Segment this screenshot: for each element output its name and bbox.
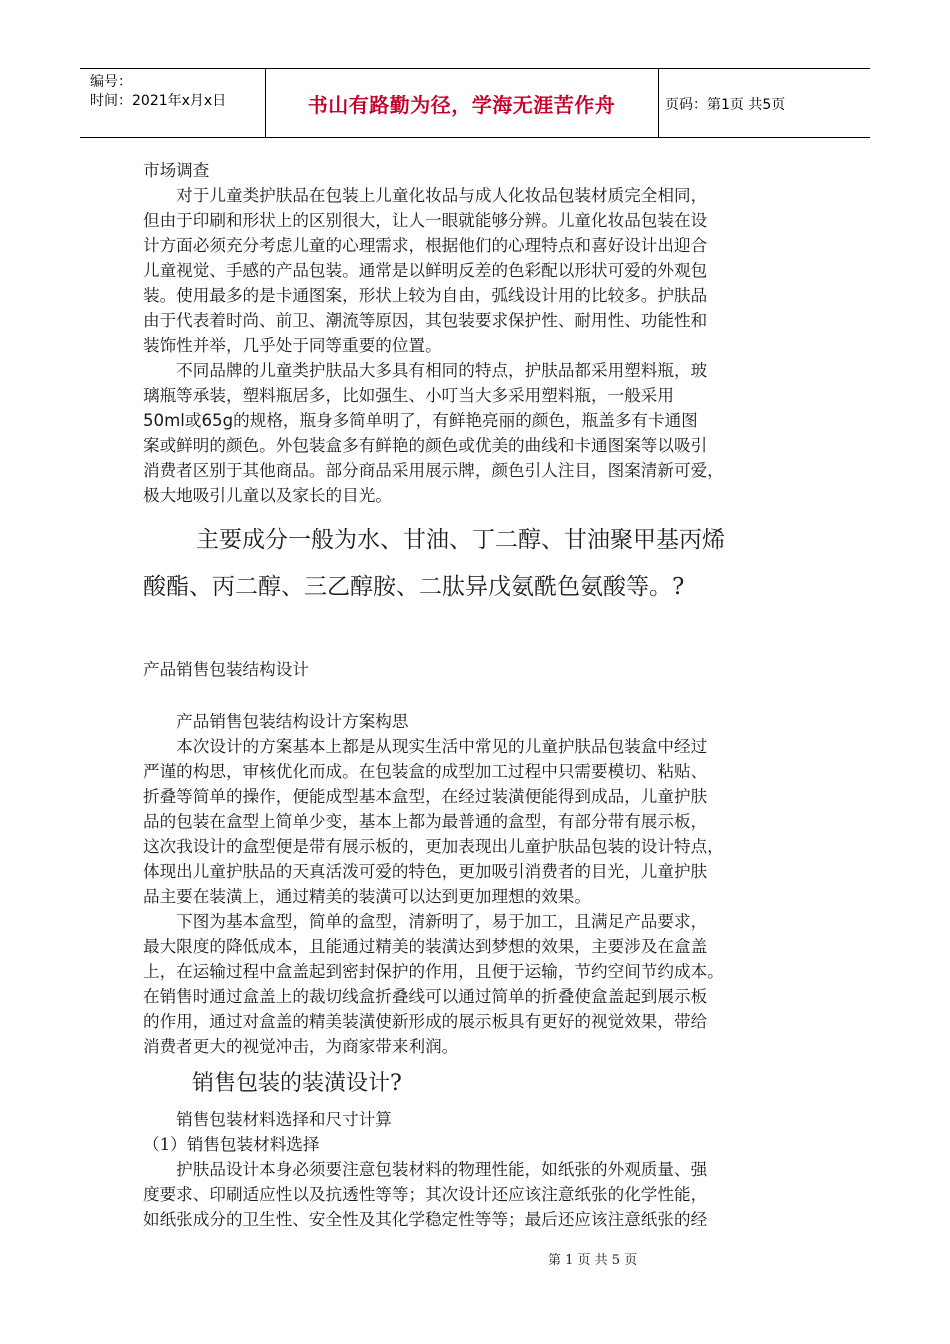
paragraph-line: 体现出儿童护肤品的天真活泼可爱的特色，更加吸引消费者的目光，儿童护肤: [143, 862, 708, 881]
paragraph-line: [143, 407, 823, 431]
paragraph-line: 极大地吸引儿童以及家长的目光。: [143, 486, 392, 505]
spec-connector: 或: [184, 411, 202, 430]
header-page-info: 页码：第1页 共5页: [665, 97, 786, 113]
paragraph-line: 装。使用最多的是卡通图案，形状上较为自由，弧线设计用的比较多。护肤品: [143, 286, 708, 305]
paragraph-line: 的作用，通过对盒盖的精美装潢使新形成的展示板具有更好的视觉效果，带给: [143, 1012, 708, 1031]
section-heading-structure: 产品销售包装结构设计: [143, 660, 309, 679]
header-motto: 书山有路勤为径，学海无涯苦作舟: [307, 93, 616, 117]
paragraph-line: 璃瓶等承装，塑料瓶居多，比如强生、小叮当大多采用塑料瓶，一般采用: [143, 386, 674, 405]
page-footer: 第 1 页 共 5 页: [548, 1253, 638, 1268]
paragraph-line: 消费者区别于其他商品。部分商品采用展示牌，颜色引人注目，图案清新可爱，: [143, 461, 724, 480]
paragraph-line: 计方面必须充分考虑儿童的心理需求，根据他们的心理特点和喜好设计出迎合: [143, 236, 708, 255]
paragraph-line: 严谨的构思，审核优化而成。在包装盒的成型加工过程中只需要模切、粘贴、: [143, 762, 708, 781]
paragraph-line: 儿童视觉、手感的产品包装。通常是以鲜明反差的色彩配以形状可爱的外观包: [143, 261, 708, 280]
paragraph-line: 装饰性并举，几乎处于同等重要的位置。: [143, 336, 442, 355]
header-left: [90, 73, 226, 111]
header-divider: [658, 69, 659, 137]
header-box: [80, 68, 870, 138]
paragraph-line: 但由于印刷和形状上的区别很大，让人一眼就能够分辨。儿童化妆品包装在设: [143, 211, 708, 230]
section-heading-decoration: 销售包装的装潢设计?: [192, 1071, 402, 1096]
paragraph-line: 下图为基本盒型，简单的盒型，清新明了，易于加工，且满足产品要求，: [143, 912, 708, 931]
paragraph-line: 对于儿童类护肤品在包装上儿童化妆品与成人化妆品包装材质完全相同，: [143, 186, 708, 205]
paragraph-line: 折叠等简单的操作，便能成型基本盒型，在经过装潢便能得到成品，儿童护肤: [143, 787, 708, 806]
paragraph-line: 消费者更大的视觉冲击，为商家带来利润。: [143, 1037, 459, 1056]
paragraph-line: 品的包装在盒型上简单少变，基本上都为最普通的盒型，有部分带有展示板，: [143, 812, 708, 831]
spec-volume: 50ml: [143, 411, 185, 430]
spec-rest: 的规格，瓶身多简单明了，有鲜艳亮丽的颜色，瓶盖多有卡通图: [233, 411, 698, 430]
paragraph-line: 如纸张成分的卫生性、安全性及其化学稳定性等等；最后还应该注意纸张的经: [143, 1210, 708, 1229]
paragraph-line: 上，在运输过程中盒盖起到密封保护的作用，且便于运输，节约空间节约成本。: [143, 962, 724, 981]
paragraph-line: 在销售时通过盒盖上的裁切线盒折叠线可以通过简单的折叠使盒盖起到展示板: [143, 987, 708, 1006]
date-label: 时间：2021年x月x日: [90, 93, 227, 109]
doc-number-label: 编号：: [90, 74, 132, 90]
paragraph-line: 不同品牌的儿童类护肤品大多具有相同的特点，护肤品都采用塑料瓶，玻: [143, 361, 708, 380]
ingredients-line: 酸酯、丙二醇、三乙醇胺、二肽异戊氨酰色氨酸等。?: [143, 574, 685, 600]
ingredients-line: 主要成分一般为水、甘油、丁二醇、甘油聚甲基丙烯: [196, 527, 725, 553]
paragraph-line: 最大限度的降低成本，且能通过精美的装潢达到梦想的效果，主要涉及在盒盖: [143, 937, 708, 956]
paragraph-line: 品主要在装潢上，通过精美的装潢可以达到更加理想的效果。: [143, 887, 592, 906]
subheading: 产品销售包装结构设计方案构思: [143, 712, 409, 731]
paragraph-line: 本次设计的方案基本上都是从现实生活中常见的儿童护肤品包装盒中经过: [143, 737, 708, 756]
subheading: 销售包装材料选择和尺寸计算: [143, 1110, 392, 1129]
paragraph-line: 护肤品设计本身必须要注意包装材料的物理性能，如纸张的外观质量、强: [143, 1160, 708, 1179]
paragraph-line: 由于代表着时尚、前卫、潮流等原因，其包装要求保护性、耐用性、功能性和: [143, 311, 708, 330]
spec-weight: 65g: [201, 411, 234, 430]
subheading: （1）销售包装材料选择: [143, 1135, 320, 1154]
paragraph-line: 这次我设计的盒型便是带有展示板的，更加表现出儿童护肤品包装的设计特点，: [143, 837, 724, 856]
paragraph-line: 度要求、印刷适应性以及抗透性等等；其次设计还应该注意纸张的化学性能，: [143, 1185, 708, 1204]
paragraph-line: 案或鲜明的颜色。外包装盒多有鲜艳的颜色或优美的曲线和卡通图案等以吸引: [143, 436, 708, 455]
section-heading-market: 市场调查: [143, 161, 210, 180]
